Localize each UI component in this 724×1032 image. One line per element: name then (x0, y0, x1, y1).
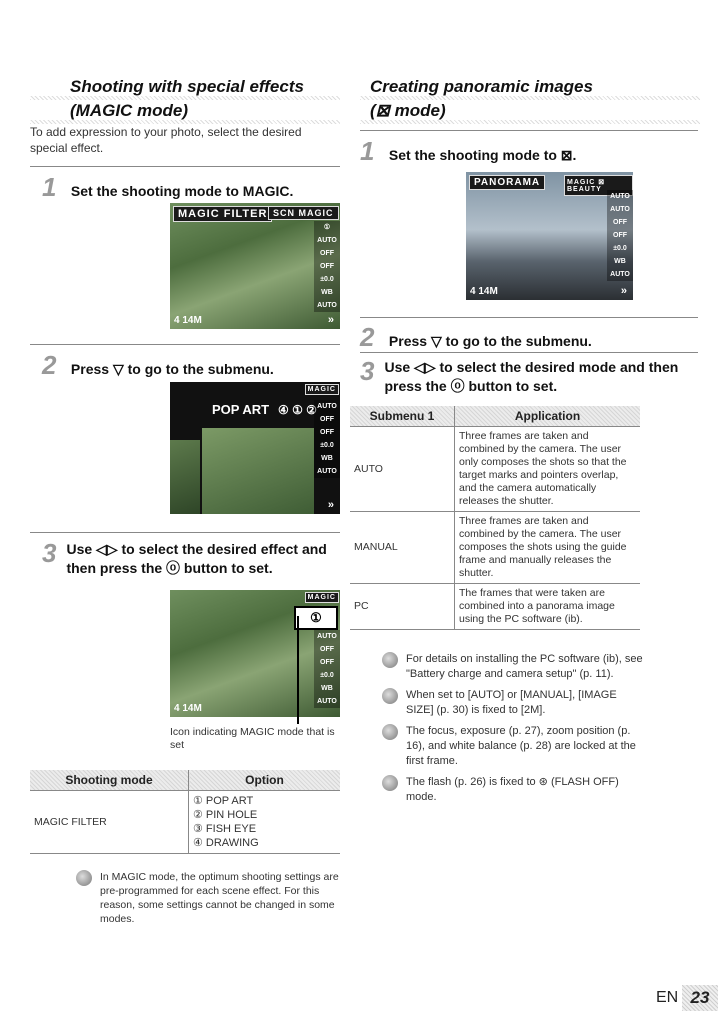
submenu-label: POP ART (212, 402, 270, 417)
table-header: Application (455, 406, 641, 427)
step-number: 1 (360, 136, 375, 166)
table-row (350, 427, 640, 512)
note-icon (382, 652, 398, 668)
table-cell-mode: MAGIC FILTER (30, 791, 189, 854)
divider (360, 130, 698, 131)
table-cell-desc: Three frames are taken and combined by the camera. The user composes the shots using the guide frame and manually releases the shutter. (455, 512, 641, 584)
step-number: 2 (360, 322, 375, 352)
table-header: Option (189, 770, 341, 791)
table-cell-options (189, 791, 341, 854)
screen-top-label: PANORAMA (469, 175, 545, 190)
step-number: 3 (360, 356, 375, 386)
hud-item: ±0.0 (320, 276, 334, 283)
note-item (382, 775, 644, 805)
photo-thumb-left (170, 440, 200, 514)
indicator-caption: Icon indicating MAGIC mode that is set (170, 726, 335, 751)
hud-item: AUTO (317, 237, 337, 244)
screen-settings-column (314, 630, 340, 708)
hud-item: ±0.0 (613, 245, 627, 252)
photo-preview (202, 428, 314, 514)
forward-icon: » (327, 499, 334, 511)
forward-icon: » (620, 285, 627, 297)
screen-bottom-info: 4 14M (174, 703, 202, 714)
camera-screen-panorama (466, 172, 633, 300)
note-icon (76, 870, 92, 886)
submenu-icons: ④ ① ② (278, 403, 317, 417)
panorama-submenu-table (350, 406, 640, 630)
divider (360, 317, 698, 318)
left-intro: To add expression to your photo, select the desired special effect. (30, 125, 302, 155)
screen-bottom-info: 4 14M (470, 286, 498, 297)
hud-item: ±0.0 (320, 442, 334, 449)
step-text: Press ▽ to go to the submenu. (70, 361, 274, 377)
step-text: Use ◁▷ to select the desired effect and then press the ⓞ button to set. (66, 541, 327, 576)
note-item (382, 724, 644, 769)
right-step2 (360, 324, 698, 351)
language-label: EN (656, 989, 679, 1006)
camera-screen-selected (170, 590, 340, 717)
step-number: 2 (42, 350, 57, 380)
table-cell-desc: Three frames are taken and combined by the camera. The user only composes the shots so that the target marks and pointers overlap, and the camera automatically releases the shutter. (455, 427, 641, 512)
screen-tabs: SCN MAGIC (268, 206, 339, 220)
note-text: When set to [AUTO] or [MANUAL], [IMAGE SIZE] (p. 30) is fixed to [2M]. (406, 689, 617, 716)
hud-item: WB AUTO (317, 455, 337, 475)
right-title-line1: Creating panoramic images (360, 76, 700, 100)
hud-item: OFF (320, 429, 334, 436)
hud-item: WB AUTO (317, 289, 337, 309)
right-step1 (360, 138, 698, 165)
hud-item: OFF (613, 219, 627, 226)
table-cell-desc: The frames that were taken are combined into a panorama image using the PC software (ib). (455, 584, 641, 630)
step-number: 1 (42, 172, 57, 202)
left-note (76, 870, 340, 926)
divider (360, 352, 698, 353)
note-icon (382, 775, 398, 791)
left-step1 (42, 174, 342, 201)
step-text: Use ◁▷ to select the desired mode and then press the ⓞ button to set. (384, 359, 679, 394)
note-text: For details on installing the PC software (ib), see "Battery charge and camera setup" (p. 11). (406, 653, 643, 680)
right-title-line2: (⊠ mode) (360, 100, 700, 124)
hud-item: OFF (320, 263, 334, 270)
screen-settings-column (314, 221, 340, 312)
hud-item: OFF (320, 416, 334, 423)
table-header: Shooting mode (30, 770, 189, 791)
right-notes (382, 652, 644, 805)
note-item (382, 652, 644, 682)
hud-item: WB AUTO (317, 685, 337, 705)
camera-screen-magic-filter (170, 203, 340, 329)
right-step3 (360, 358, 698, 396)
hud-item: OFF (320, 646, 334, 653)
hud-item: WB AUTO (610, 258, 630, 278)
left-step3 (42, 540, 342, 578)
mode-tab: MAGIC (305, 592, 339, 603)
mode-tab: MAGIC (305, 384, 339, 395)
divider (30, 532, 340, 533)
magic-mode-indicator-icon: ① (294, 606, 338, 630)
left-step2 (42, 352, 342, 379)
hud-item: ① (323, 224, 331, 231)
page-number: 23 (682, 985, 718, 1011)
note-text: In MAGIC mode, the optimum shooting settings are pre-programmed for each scene effect. For this reason, some settings cannot be changed in some modes. (100, 871, 339, 925)
table-header: Submenu 1 (350, 406, 455, 427)
table-cell-mode: AUTO (350, 427, 455, 512)
note-text: The flash (p. 26) is fixed to ⊛ (FLASH OFF) mode. (406, 776, 619, 803)
hud-item: AUTO (317, 403, 337, 410)
screen-settings-column (607, 190, 633, 281)
hud-item: AUTO (317, 633, 337, 640)
table-cell-mode: MANUAL (350, 512, 455, 584)
hud-item: AUTO (610, 193, 630, 200)
note-item (382, 688, 644, 718)
option-item: ③ FISH EYE (193, 823, 257, 835)
screen-tabs: MAGIC ⊠ BEAUTY (564, 175, 633, 196)
left-section-title (30, 76, 340, 124)
table-row (350, 512, 640, 584)
screen-bottom-info: 4 14M (174, 315, 202, 326)
table-row (350, 584, 640, 630)
note-icon (382, 688, 398, 704)
camera-screen-submenu (170, 382, 340, 514)
hud-item: ±0.0 (320, 672, 334, 679)
option-item: ① POP ART (193, 795, 254, 807)
forward-icon: » (327, 314, 334, 326)
note-icon (382, 724, 398, 740)
hud-item: AUTO (610, 206, 630, 213)
divider (30, 344, 340, 345)
callout-line (297, 616, 299, 724)
step-number: 3 (42, 538, 57, 568)
screen-top-label: MAGIC FILTER (173, 206, 272, 222)
hud-item: OFF (320, 659, 334, 666)
right-section-title (360, 76, 700, 124)
step-text: Set the shooting mode to ⊠. (388, 147, 577, 163)
screen-settings-column (314, 400, 340, 478)
hud-item: OFF (613, 232, 627, 239)
note-text: The focus, exposure (p. 27), zoom position (p. 16), and white balance (p. 28) are locked at the first frame. (406, 725, 636, 767)
table-cell-mode: PC (350, 584, 455, 630)
option-item: ④ DRAWING (193, 837, 259, 849)
divider (30, 166, 340, 167)
magic-options-table (30, 770, 340, 854)
left-title-line1: Shooting with special effects (30, 76, 340, 100)
step-text: Set the shooting mode to MAGIC. (70, 183, 294, 199)
hud-item: OFF (320, 250, 334, 257)
left-title-line2: (MAGIC mode) (30, 100, 340, 124)
option-item: ② PIN HOLE (193, 809, 258, 821)
step-text: Press ▽ to go to the submenu. (388, 333, 592, 349)
